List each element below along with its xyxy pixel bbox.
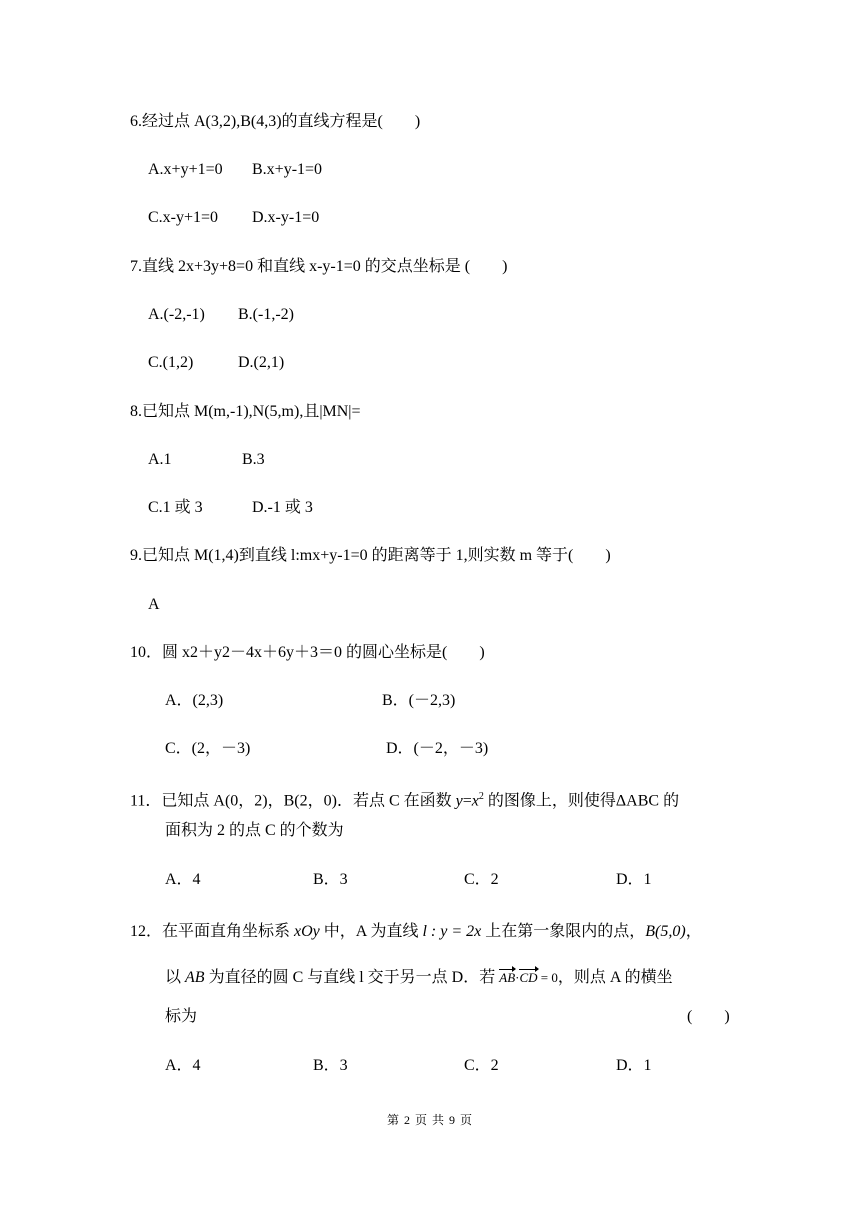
- q12-stem-line3: 标为: [165, 1008, 198, 1025]
- q10-stem: 10．圆 x2＋y2－4x＋6y＋3＝0 的圆心坐标是( ): [130, 644, 485, 661]
- q12-option-b: B．3: [313, 1057, 348, 1074]
- q7-option-a: A.(-2,-1): [148, 306, 205, 323]
- q8-option-c: C.1 或 3: [148, 499, 203, 516]
- q11-stem-line1: [130, 787, 679, 811]
- q12-option-a: A．4: [165, 1057, 201, 1074]
- q12-stem-text3: 上在第一象限内的点，: [481, 923, 646, 940]
- q11-option-b: B．3: [313, 871, 348, 888]
- q12-line2-text2: 为直径的圆 C 与直线 l 交于另一点 D．若: [204, 969, 500, 986]
- page-footer: 第 2 页 共 9 页: [386, 1113, 473, 1127]
- q10-option-d: D．(－2，－3): [386, 740, 489, 757]
- q10-option-a: A．(2,3): [165, 692, 224, 709]
- q11-option-d: D．1: [616, 871, 652, 888]
- q12-stem-text4: ，: [685, 923, 702, 940]
- q12-line2-text1: 以: [165, 969, 186, 986]
- q6-option-a: A.x+y+1=0: [148, 161, 223, 178]
- q7-stem: 7.直线 2x+3y+8=0 和直线 x-y-1=0 的交点坐标是 ( ): [130, 258, 508, 275]
- q12-segment-ab: AB: [185, 969, 205, 986]
- q8-option-b: B.3: [242, 451, 265, 468]
- q10-option-b: B．(－2,3): [382, 692, 456, 709]
- q6-option-c: C.x-y+1=0: [148, 209, 219, 226]
- q12-equals-zero: = 0: [537, 970, 558, 985]
- q12-option-d: D．1: [616, 1057, 652, 1074]
- q9-option-a: A: [148, 596, 160, 613]
- q11-option-a: A．4: [165, 871, 201, 888]
- q11-stem-line2: 面积为 2 的点 C 的个数为: [165, 822, 344, 839]
- q7-option-c: C.(1,2): [148, 354, 194, 371]
- q6-option-b: B.x+y-1=0: [252, 161, 323, 178]
- q6-option-d: D.x-y-1=0: [252, 209, 320, 226]
- q12-answer-paren: ( ): [687, 1008, 730, 1025]
- q12-stem-line1: [130, 922, 702, 942]
- q12-vector-cd: CD: [519, 968, 537, 988]
- q12-stem-text2: 中，A 为直线: [319, 923, 423, 940]
- q8-stem: 8.已知点 M(m,-1),N(5,m),且|MN|=: [130, 403, 361, 420]
- q11-func-eq: =: [462, 792, 472, 810]
- q11-func-y: y: [455, 792, 463, 810]
- q6-stem: 6.经过点 A(3,2),B(4,3)的直线方程是( ): [130, 113, 421, 130]
- q7-option-d: D.(2,1): [238, 354, 285, 371]
- q8-option-a: A.1: [148, 451, 172, 468]
- q12-point-b: B(5,0): [645, 923, 686, 940]
- q12-stem-text1: 12．在平面直角坐标系: [130, 923, 295, 940]
- q10-option-c: C．(2，－3): [165, 740, 251, 757]
- q11-func-exp: 2: [478, 791, 484, 802]
- q11-stem-text2: 的图像上，则使得ΔABC 的: [483, 792, 680, 810]
- q12-line2-text3: ，则点 A 的横坐: [557, 969, 673, 986]
- q11-option-c: C．2: [464, 871, 499, 888]
- q11-stem-text1: 11．已知点 A(0，2)，B(2，0)．若点 C 在函数: [130, 792, 456, 810]
- q7-option-b: B.(-1,-2): [238, 306, 294, 323]
- q12-dot-operator: ·: [515, 970, 520, 985]
- q8-option-d: D.-1 或 3: [252, 499, 313, 516]
- q12-option-c: C．2: [464, 1057, 499, 1074]
- q11-func-x: x: [471, 792, 479, 810]
- q9-stem: 9.已知点 M(1,4)到直线 l:mx+y-1=0 的距离等于 1,则实数 m 等于( ): [130, 547, 611, 564]
- q12-xoy: xOy: [294, 923, 320, 940]
- q12-line-equation: l : y = 2x: [422, 923, 482, 940]
- q12-stem-line2: [165, 968, 673, 988]
- q12-vector-ab: AB: [499, 968, 515, 988]
